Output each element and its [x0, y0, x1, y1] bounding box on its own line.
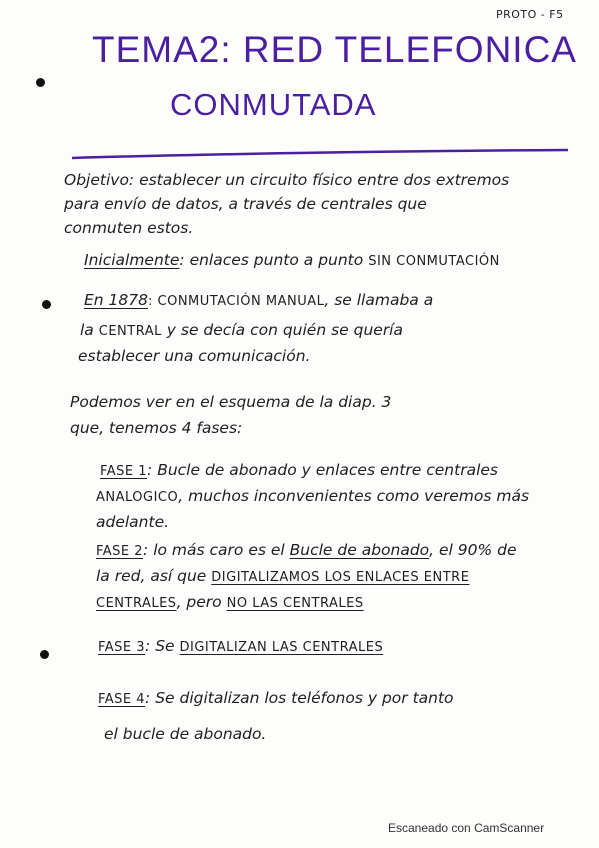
central-caps: CENTRAL	[98, 324, 162, 339]
fase2-text-2: , el 90% de	[429, 541, 517, 559]
en1878-line	[84, 290, 433, 312]
fase3-caps: DIGITALIZAN LAS CENTRALES	[179, 640, 384, 655]
fase4-line	[98, 688, 454, 710]
inicialmente-caps: SIN CONMUTACIÓN	[368, 254, 500, 269]
fase4-text: : Se digitalizan los teléfonos y por tanto	[145, 689, 454, 707]
fase1-line	[100, 460, 498, 482]
podemos-line-2: que, tenemos 4 fases:	[70, 419, 243, 437]
objetivo-line-3: conmuten estos.	[64, 219, 194, 237]
fase3-line	[98, 636, 383, 658]
podemos-line-1: Podemos ver en el esquema de la diap. 3	[70, 393, 392, 411]
fase3-text: : Se	[145, 637, 175, 655]
fase1-text-2: , muchos inconvenientes como veremos más	[178, 487, 530, 505]
fase2-caps-2: CENTRALES	[96, 596, 177, 611]
central-text-2: y se decía con quién se quería	[166, 321, 403, 339]
fase2-line3-text: , pero	[176, 593, 222, 611]
fase2-bucle: Bucle de abonado	[289, 541, 430, 559]
fase2-label: FASE 2	[96, 544, 144, 559]
fase2-line-3	[96, 592, 364, 614]
fase1-label: FASE 1	[100, 464, 148, 479]
fase2-line2-text: la red, así que	[96, 567, 207, 585]
inicialmente-line	[84, 250, 500, 272]
inicialmente-label: Inicialmente	[84, 251, 180, 269]
page-title: TEMA2: RED TELEFONICA	[92, 29, 577, 70]
fase3-label: FASE 3	[98, 640, 146, 655]
fase4-line-2: el bucle de abonado.	[104, 725, 267, 743]
fase2-caps-3: NO LAS CENTRALES	[226, 596, 364, 611]
fase4-label: FASE 4	[98, 692, 146, 707]
fase1-text: : Bucle de abonado y enlaces entre centrales	[147, 461, 498, 479]
fase2-text: : lo más caro es el	[143, 541, 285, 559]
page-subtitle: CONMUTADA	[170, 87, 377, 122]
central-text-1: la	[80, 321, 94, 339]
objetivo-line-1: Objetivo: establecer un circuito físico entre dos extremos	[64, 171, 510, 189]
objetivo-line-2: para envío de datos, a través de centrales que	[64, 195, 427, 213]
fase2-line-2	[96, 566, 469, 588]
fase2-caps-1: DIGITALIZAMOS LOS ENLACES ENTRE	[211, 570, 470, 585]
central-line	[80, 320, 403, 342]
en1878-text: , se llamaba a	[324, 291, 434, 309]
establecer-line: establecer una comunicación.	[78, 347, 311, 365]
en1878-caps: : CONMUTACIÓN MANUAL	[148, 294, 325, 309]
fase1-line-2	[96, 486, 529, 508]
fase2-line	[96, 540, 517, 562]
header-tag: PROTO - F5	[496, 8, 564, 21]
inicialmente-text: : enlaces punto a punto	[179, 251, 364, 269]
scanner-watermark: Escaneado con CamScanner	[388, 821, 545, 835]
fase1-caps: ANALOGICO	[96, 490, 179, 505]
en1878-label: En 1878	[84, 291, 148, 309]
fase1-line-3: adelante.	[96, 513, 170, 531]
